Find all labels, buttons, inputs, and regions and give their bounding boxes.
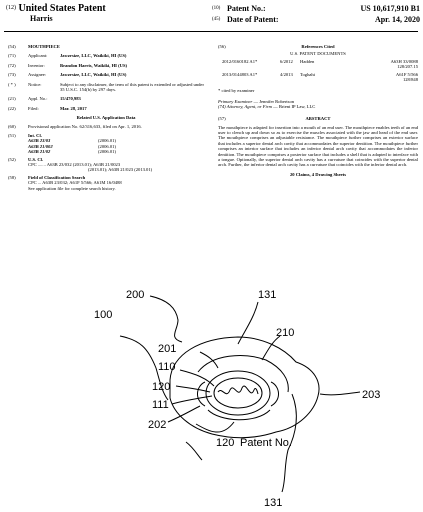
ref-110: 110	[158, 361, 176, 373]
field-provisional: (60) Provisional application No. 62/316,633, filed on Apr. 1, 2016.	[8, 123, 142, 129]
claims-summary: 20 Claims, 4 Drawing Sheets	[289, 171, 347, 177]
ref-131: 131	[258, 289, 277, 301]
header-right	[212, 4, 420, 26]
oval-inner	[214, 378, 262, 408]
cited-by-examiner: * cited by examiner	[218, 88, 255, 94]
ref-100: 100	[94, 309, 113, 321]
us-patent-documents-title: U.S. PATENT DOCUMENTS	[290, 51, 346, 56]
search-line: CPC ... A63B 23/032; A61F 5/566; A61M 16/0488	[28, 180, 122, 186]
ref-200: 200	[126, 289, 145, 301]
int-cl-row: A63B 21/002 (2006.01)	[28, 143, 116, 149]
ref-202: 202	[148, 419, 167, 431]
mouthpiece-drawing	[0, 282, 423, 512]
ref-111: 111	[152, 399, 169, 411]
int-cl-row: A63B 21/02 (2006.01)	[28, 149, 116, 155]
left-column	[8, 44, 204, 191]
left-lobe	[197, 382, 205, 406]
header-rule	[4, 31, 418, 32]
field-appl-no: (21) Appl. No.: 15/470,983	[8, 96, 81, 102]
patent-number-row: (10) Patent No.: US 10,617,910 B1	[212, 4, 420, 13]
patent-date-row: (45) Date of Patent: Apr. 14, 2020	[212, 15, 420, 24]
attorney: (74) Attorney, Agent, or Firm — Brient IP Law, LLC	[218, 104, 316, 110]
field-filed: (22) Filed: Mar. 28, 2017	[8, 105, 87, 111]
ref-patent-no: Patent No.	[240, 437, 292, 449]
us-cl-line: (2013.01); A63B 21/023 (2013.01)	[88, 167, 153, 173]
field-applicant: (71) Applicant: Jawzrsize, LLC, Waikiki, HI (US)	[8, 53, 127, 59]
field-search: (58) Field of Classification Search	[8, 174, 86, 180]
field-int-cl: (51) Int. Cl.	[8, 133, 42, 139]
right-lobe	[271, 382, 279, 406]
references-heading: (56) References Cited	[218, 44, 335, 49]
invention-title: MOUTHPIECE	[28, 44, 60, 49]
patent-date: Apr. 14, 2020	[374, 15, 420, 24]
teeth-cavity	[218, 386, 258, 394]
ref-120: 120	[152, 381, 171, 393]
reference-row: 2012/0160182 A1* 6/2012 Hadden A63H 33/0088 128/207.15	[222, 59, 418, 70]
ref-120-lower: 120	[216, 437, 235, 449]
int-cl-row: A63B 23/03 (2006.01)	[28, 138, 116, 144]
ref-131-lower: 131	[264, 497, 283, 509]
field-assignee: (73) Assignee: Jawzrsize, LLC, Waikiki, HI (US)	[8, 72, 127, 78]
abstract-heading: (57) ABSTRACT	[218, 115, 331, 121]
field-title: (54) MOUTHPIECE	[8, 44, 60, 49]
ref-210: 210	[276, 327, 295, 339]
reference-row: 2013/0144803 A1* 4/2013 Toghahi A61F 5/566 128/848	[222, 72, 418, 83]
header-left-tag: (12)	[6, 5, 16, 11]
ref-203: 203	[362, 389, 381, 401]
inventor-short: Harris	[30, 14, 53, 23]
patent-title: United States Patent	[18, 3, 106, 14]
field-inventor: (72) Inventor: Brandon Harris, Waikiki, HI (US)	[8, 62, 128, 68]
patent-number: US 10,617,910 B1	[360, 4, 420, 13]
related-data-title: Related U.S. Application Data	[76, 115, 136, 121]
abstract-text: The mouthpiece is adapted for insertion into a mouth of an end user. The mouthpiece enables teeth of an end user to clench up and down so as to exercise the muscles associated with the jaw and head of the end user. The mouthpiece comprises an adjustable resistance. The mouthpiece further comprises an exterior surface that includes a superior dental arch cavity that accommodates the superior dentition. The mouthpiece further comprises an interior surface that includes an inferior dental arch cavity that accommodates the inferior dentition. The mouthpiece comprises a posterior surface that includes a shelf that is adapted to interface with a tongue. Optionally, the superior dental arch cavity has a curvature that coincides with the superior dental arch. Further, the inferior dental arch cavity has a curvature that coincides with the inferior dental arch.	[218, 124, 418, 168]
right-column	[218, 44, 418, 177]
us-cl-line: CPC ....... A63B 23/032 (2013.01); A63B 21/0023	[28, 162, 121, 168]
header-left	[6, 3, 106, 24]
patent-drawing	[0, 282, 423, 512]
strap-right	[320, 392, 360, 395]
search-line: See application file for complete search history.	[28, 185, 116, 191]
ref-201: 201	[158, 343, 177, 355]
field-us-cl: (52) U.S. Cl.	[8, 156, 44, 162]
primary-examiner: Primary Examiner — Jennifer Robertson	[218, 98, 295, 104]
patent-header	[0, 0, 423, 30]
field-notice: ( * ) Notice: Subject to any disclaimer, the term of this patent is extended or adjusted under 35 U.S.C. 154(b) by 297 days.	[8, 81, 204, 93]
